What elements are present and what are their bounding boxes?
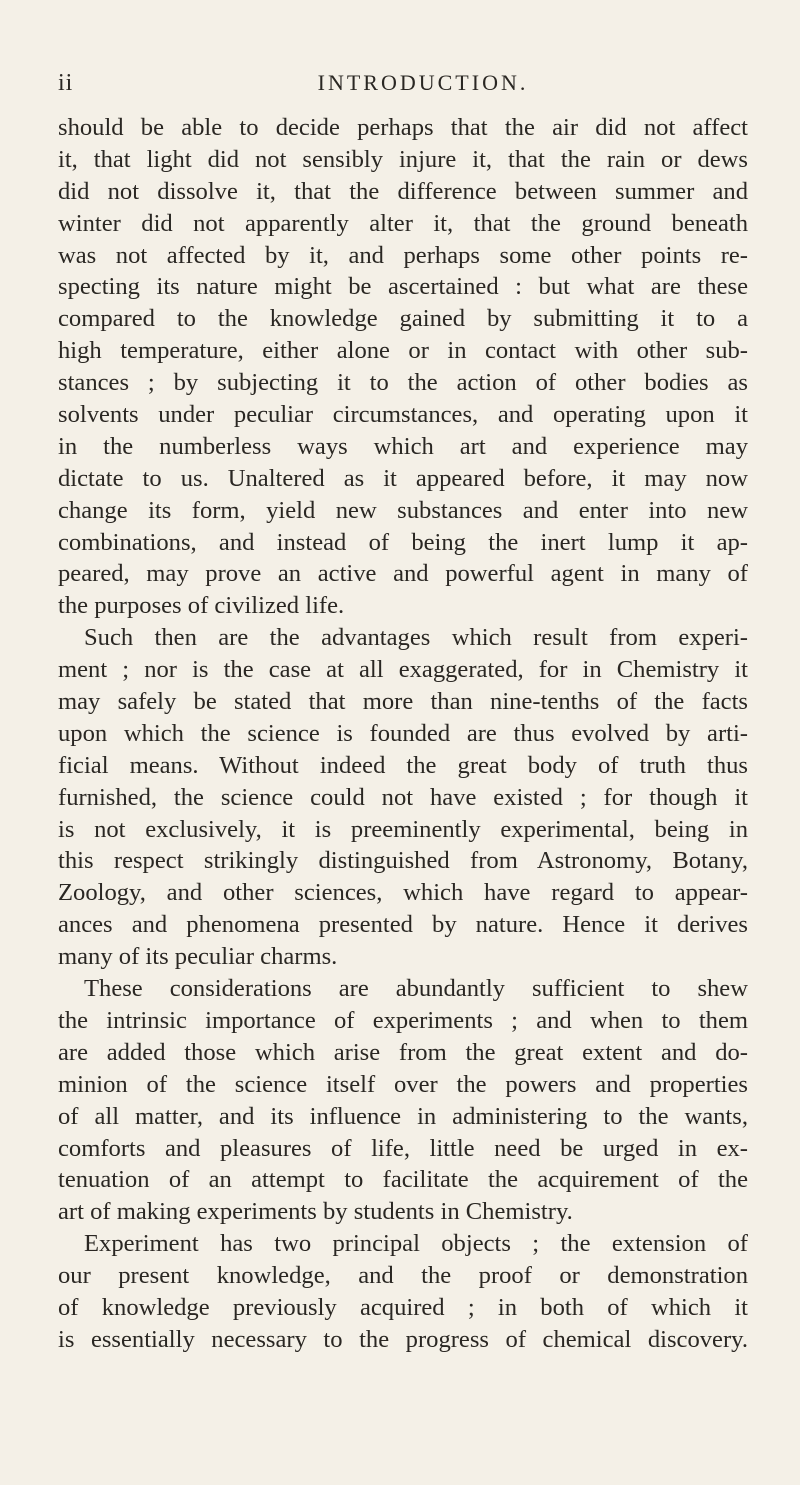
text-line: should be able to decide perhaps that the air did not affect <box>58 114 748 141</box>
running-head <box>58 70 748 110</box>
text-line: was not affected by it, and perhaps some other points re- <box>58 241 748 269</box>
text-line: high temperature, either alone or in contact with other sub- <box>58 337 748 365</box>
text-line: our present knowledge, and the proof or demonstration <box>58 1262 748 1290</box>
text-line: combinations, and instead of being the inert lump it ap- <box>58 528 748 556</box>
text-line: ficial means. Without indeed the great body of truth thus <box>58 751 748 779</box>
text-line: solvents under peculiar circumstances, and operating upon it <box>58 401 748 429</box>
text-line: it, that light did not sensibly injure it, that the rain or dews <box>58 145 748 173</box>
text-line: art of making experiments by students in Chemistry. <box>58 1198 573 1226</box>
text-line: Zoology, and other sciences, which have regard to appear- <box>58 879 748 907</box>
text-line: comforts and pleasures of life, little need be urged in ex- <box>58 1134 748 1162</box>
text-line: this respect strikingly distinguished from Astronomy, Botany, <box>58 847 748 875</box>
text-line: are added those which arise from the great extent and do- <box>58 1038 748 1066</box>
text-line: of knowledge previously acquired ; in both of which it <box>58 1293 748 1321</box>
page-number: ii <box>58 70 74 96</box>
text-line: tenuation of an attempt to facilitate the acquirement of the <box>58 1166 748 1194</box>
text-line: of all matter, and its influence in administering to the wants, <box>58 1102 748 1130</box>
text-line: did not dissolve it, that the difference between summer and <box>58 177 748 205</box>
text-line: winter did not apparently alter it, that the ground beneath <box>58 209 748 237</box>
text-line: is not exclusively, it is preeminently experimental, being in <box>58 815 748 843</box>
text-line: ances and phenomena presented by nature. Hence it derives <box>58 911 748 939</box>
text-line: Experiment has two principal objects ; the extension of <box>84 1230 748 1258</box>
text-line: in the numberless ways which art and experience may <box>58 432 748 460</box>
text-line: change its form, yield new substances and enter into new <box>58 496 748 524</box>
text-line: many of its peculiar charms. <box>58 943 338 971</box>
text-line: compared to the knowledge gained by submitting it to a <box>58 305 748 333</box>
body-text <box>58 112 748 1356</box>
text-line: specting its nature might be ascertained : but what are these <box>58 273 748 301</box>
text-line: minion of the science itself over the powers and properties <box>58 1070 748 1098</box>
text-line: These considerations are abundantly sufficient to shew <box>84 975 748 1003</box>
page-title: INTRODUCTION. <box>317 70 529 95</box>
text-line: dictate to us. Unaltered as it appeared before, it may now <box>58 464 748 492</box>
text-line: may safely be stated that more than nine-tenths of the facts <box>58 688 748 716</box>
text-line: ment ; nor is the case at all exaggerated, for in Chemistry it <box>58 656 748 684</box>
text-line: stances ; by subjecting it to the action of other bodies as <box>58 369 748 397</box>
text-line: upon which the science is founded are thus evolved by arti- <box>58 719 748 747</box>
text-line: the intrinsic importance of experiments ; and when to them <box>58 1006 748 1034</box>
text-line: peared, may prove an active and powerful agent in many of <box>58 560 748 588</box>
text-line: the purposes of civilized life. <box>58 592 345 620</box>
text-line: Such then are the advantages which result from experi- <box>84 624 748 652</box>
text-line: is essentially necessary to the progress of chemical discovery. <box>58 1325 748 1353</box>
text-line: furnished, the science could not have existed ; for though it <box>58 783 748 811</box>
